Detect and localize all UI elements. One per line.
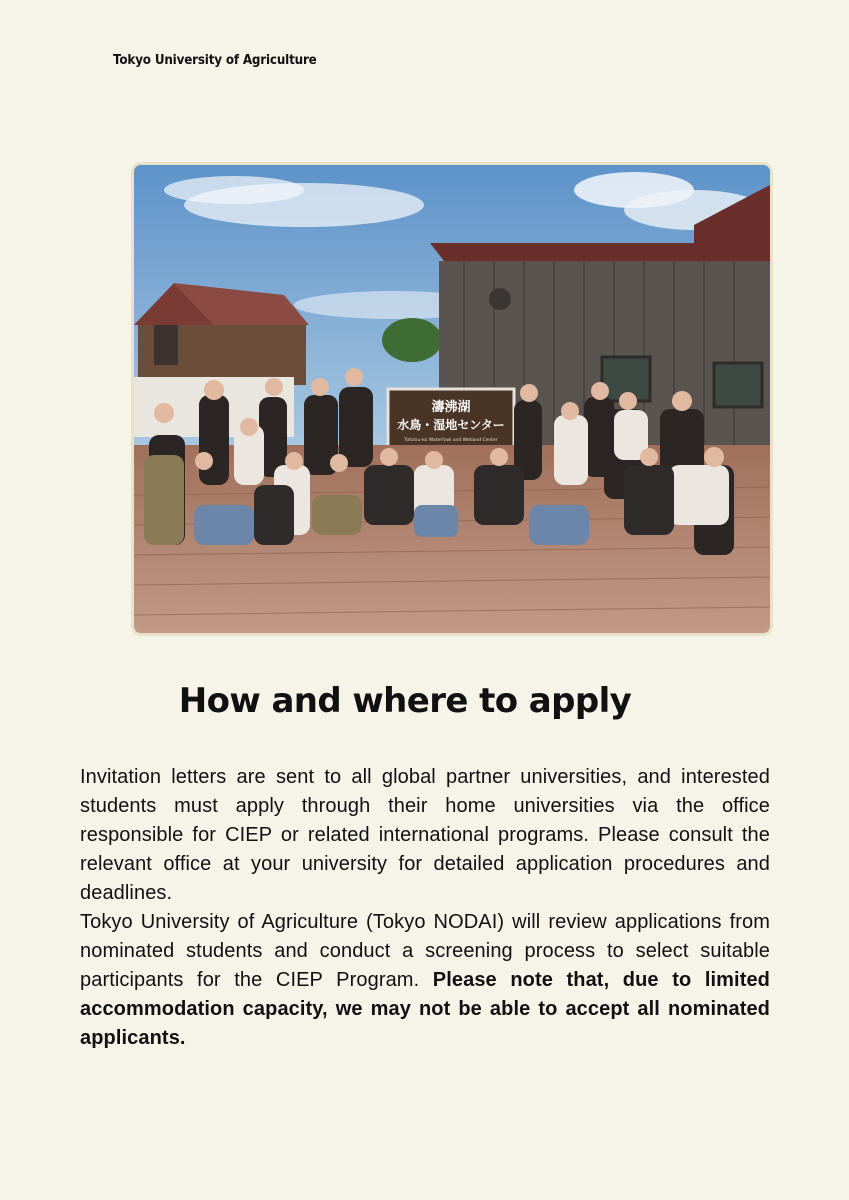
body-text <box>80 763 770 1053</box>
cloud <box>164 176 304 204</box>
paragraph-review-regular: Tokyo University of Agriculture (Tokyo NODAI) will review applications from nominated students and conduct a screening process to select suitable participants for the CIEP Program. <box>80 911 770 991</box>
round-vent <box>489 288 511 310</box>
group-photo <box>131 162 773 636</box>
paragraph-invitation: Invitation letters are sent to all global partner universities, and interested students must apply through their home universities via the office responsible for CIEP or related international programs. Please consult the relevant office at your university for detailed application procedures and deadlines. <box>80 766 770 904</box>
window <box>154 325 178 365</box>
section-title: How and where to apply <box>178 681 632 721</box>
tree <box>382 318 442 362</box>
right-roof <box>430 243 770 261</box>
window <box>714 363 762 407</box>
group-photo-illustration <box>134 165 770 633</box>
paragraph-review-notice: Please note that, due to limited accommodation capacity, we may not be able to accept all nominated applicants. <box>80 969 770 1049</box>
paragraph-review <box>80 908 770 1053</box>
sign-subtitle: Tofutsu-ko Waterfowl and Wetland Center <box>404 438 498 443</box>
sign-title-line1: 濤沸湖 <box>431 400 471 415</box>
header-organization: Tokyo University of Agriculture <box>113 53 317 68</box>
sign-title-line2: 水鳥・湿地センター <box>397 418 505 432</box>
